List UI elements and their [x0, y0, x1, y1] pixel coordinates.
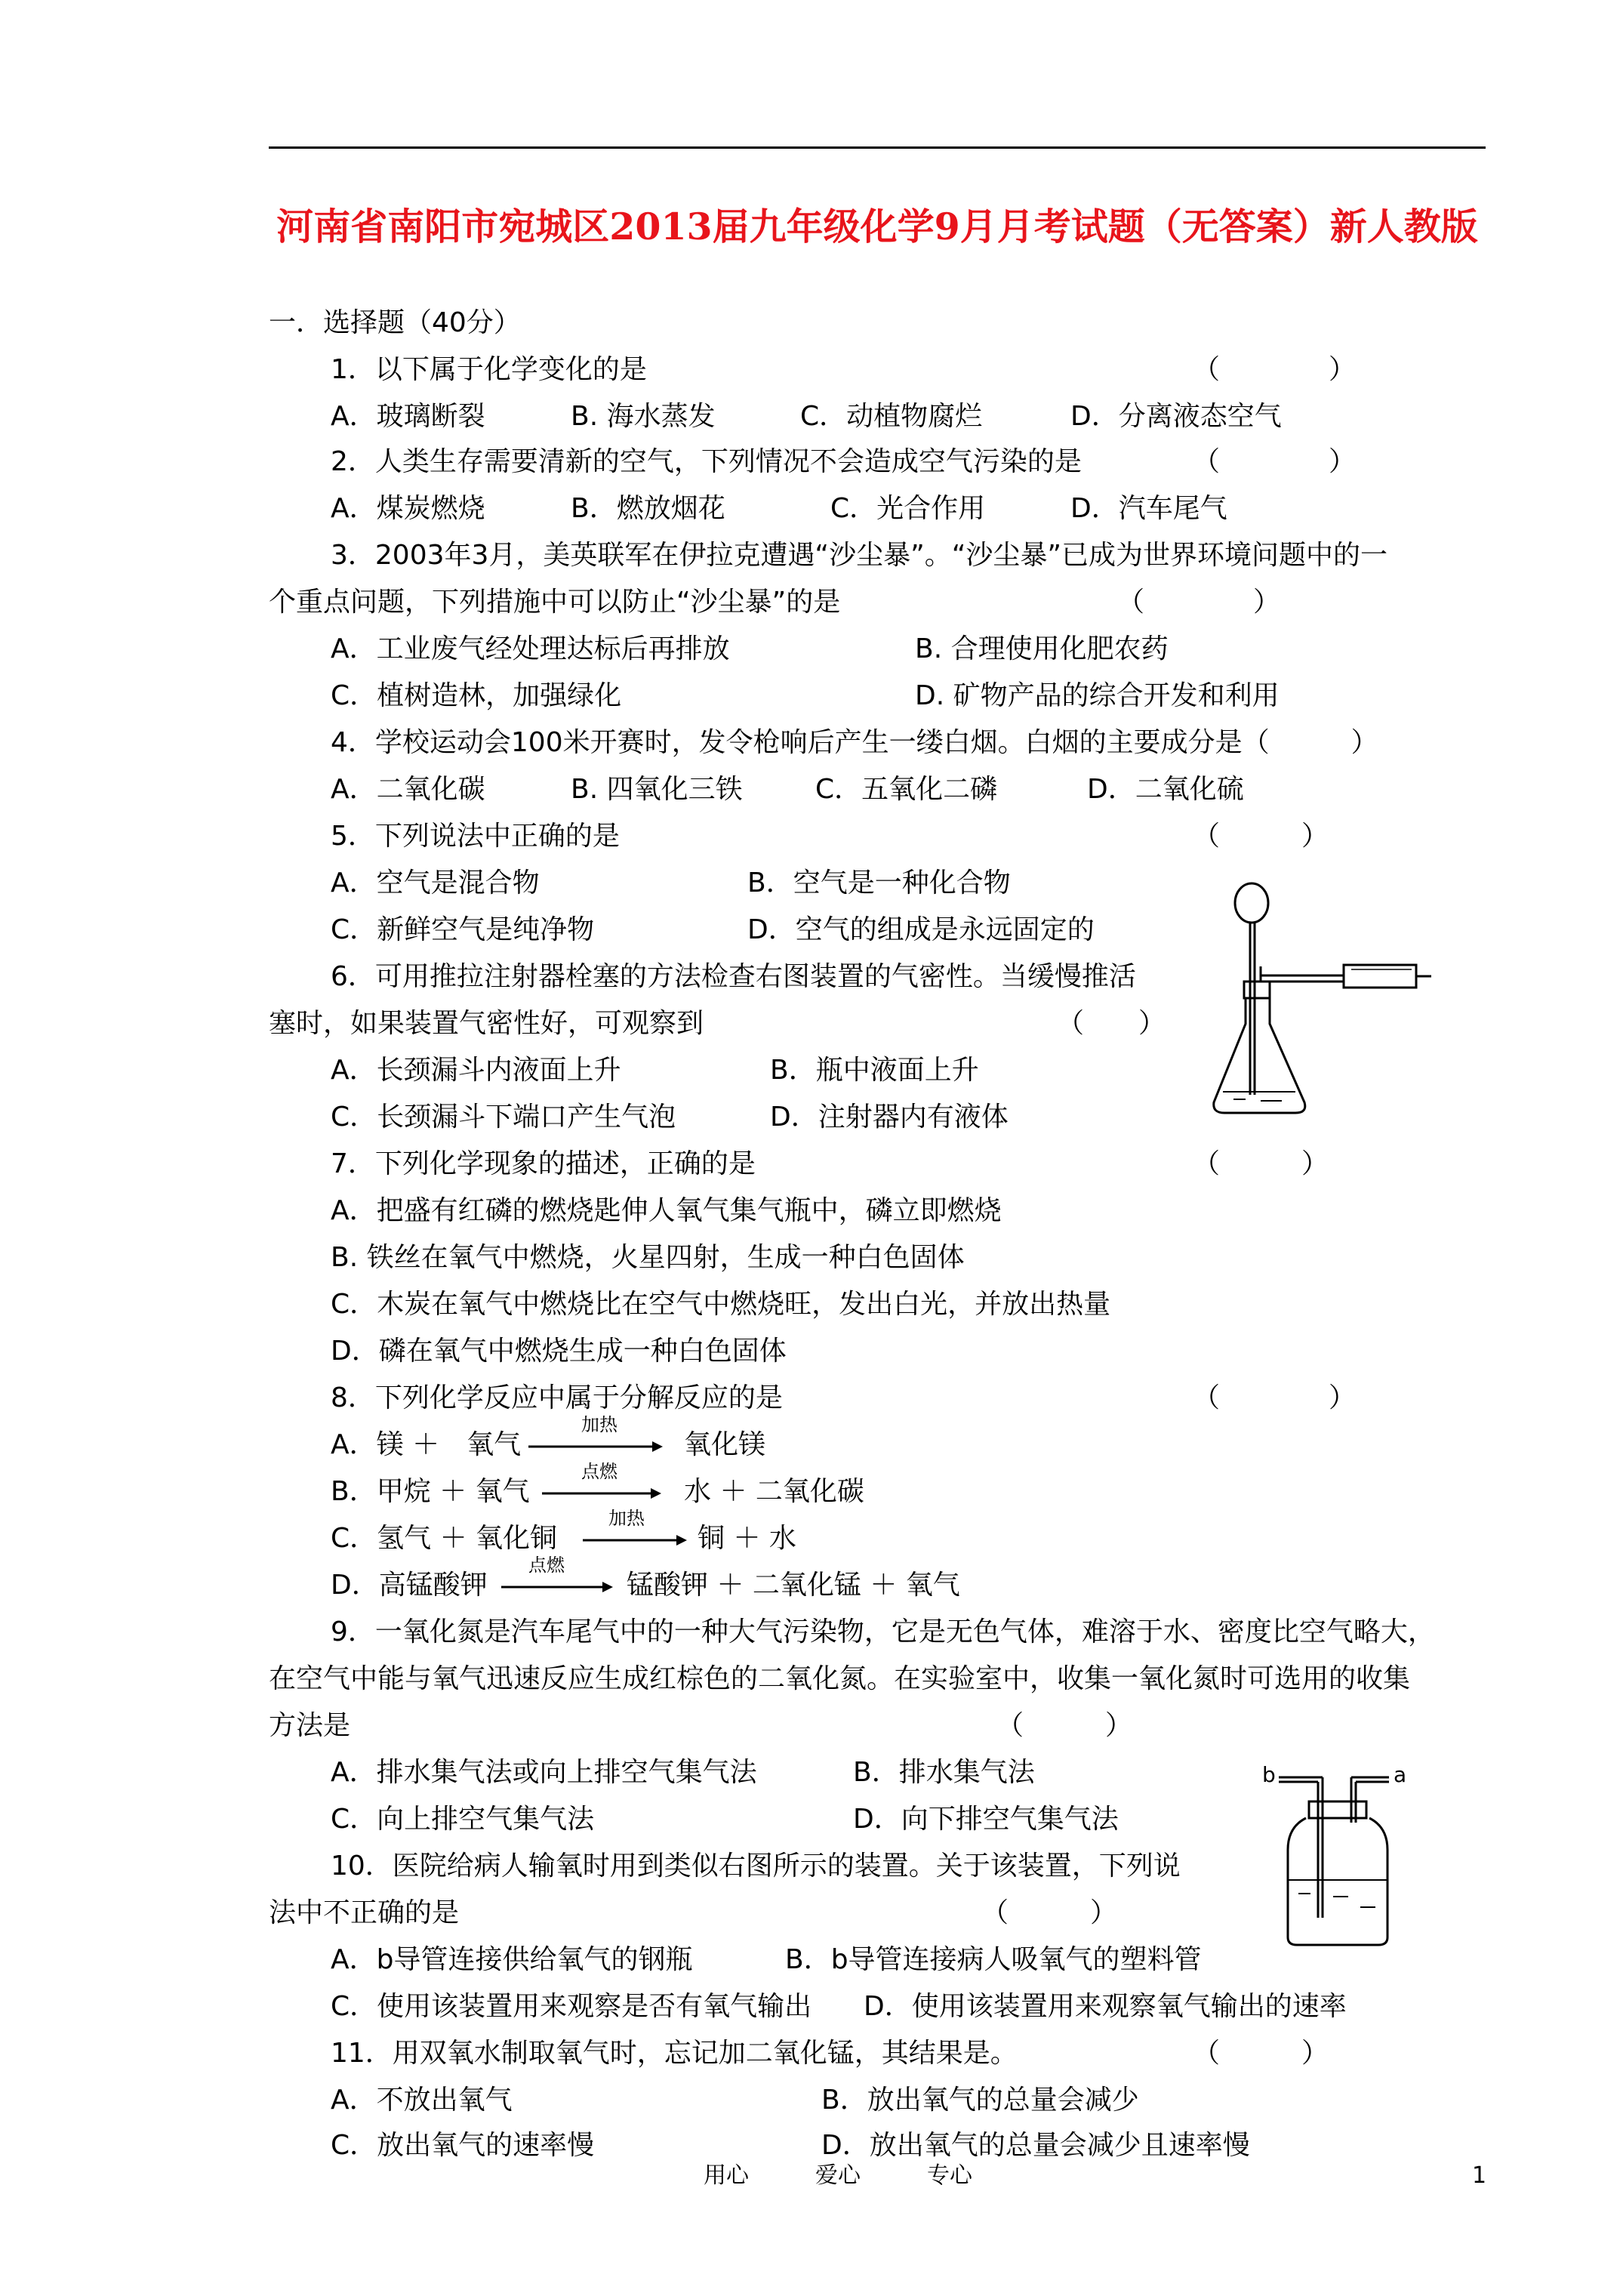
q10-option-a: A．b导管连接供给氧气的钢瓶 — [331, 1944, 693, 1975]
q10-stem-line2: 法中不正确的是 — [269, 1897, 460, 1928]
q8-option-d-arrow — [501, 1581, 614, 1593]
q7-stem: 7．下列化学现象的描述，正确的是 — [331, 1148, 756, 1179]
q2-option-d: D．汽车尾气 — [1070, 493, 1227, 524]
q7-option-c: C．木炭在氧气中燃烧比在空气中燃烧旺，发出白光，并放出热量 — [331, 1289, 1111, 1320]
q6-option-d: D．注射器内有液体 — [770, 1102, 1009, 1133]
q8-option-c-condition: 加热 — [608, 1508, 645, 1529]
q11-option-d: D．放出氧气的总量会减少且速率慢 — [821, 2130, 1250, 2161]
q5-stem: 5．下列说法中正确的是 — [331, 821, 620, 852]
q8-option-d-products: 锰酸钾 ＋ 二氧化锰 ＋ 氧气 — [627, 1570, 960, 1601]
q11-stem: 11．用双氧水制取氧气时，忘记加二氧化锰，其结果是。 — [331, 2038, 1018, 2069]
q9-option-a: A．排水集气法或向上排空气集气法 — [331, 1757, 757, 1788]
q8-option-a-reactants: A．镁 ＋ 氧气 — [331, 1429, 522, 1460]
q4-option-a: A．二氧化碳 — [331, 774, 485, 805]
q9-answer-bracket: （ ） — [996, 1710, 1133, 1741]
q7-option-d: D．磷在氧气中燃烧生成一种白色固体 — [331, 1336, 787, 1367]
q1-option-c: C．动植物腐烂 — [800, 401, 983, 432]
q4-option-b: B. 四氧化三铁 — [571, 774, 743, 805]
q6-option-a: A．长颈漏斗内液面上升 — [331, 1055, 621, 1086]
q8-option-c-arrow — [583, 1534, 688, 1546]
q8-answer-bracket: （ ） — [1193, 1382, 1357, 1413]
q5-option-d: D．空气的组成是永远固定的 — [747, 914, 1095, 945]
q1-answer-bracket: （ ） — [1193, 354, 1357, 385]
q3-option-c: C．植树造林，加强绿化 — [331, 680, 622, 711]
q8-option-a-arrow — [528, 1441, 664, 1453]
q9-option-c: C．向上排空气集气法 — [331, 1804, 595, 1835]
q2-option-c: C．光合作用 — [830, 493, 986, 524]
q5-answer-bracket: （ ） — [1193, 821, 1329, 852]
q8-option-b-condition: 点燃 — [581, 1461, 617, 1482]
q2-stem: 2．人类生存需要清新的空气，下列情况不会造成空气污染的是 — [331, 446, 1082, 477]
q9-option-d: D．向下排空气集气法 — [853, 1804, 1119, 1835]
q8-stem: 8．下列化学反应中属于分解反应的是 — [331, 1382, 783, 1413]
q10-stem-line1: 10．医院给病人输氧时用到类似右图所示的装置。关于该装置，下列说 — [331, 1851, 1181, 1881]
q9-stem-line1: 9．一氧化氮是汽车尾气中的一种大气污染物，它是无色气体，难溶于水、密度比空气略大， — [331, 1616, 1435, 1647]
q1-option-d: D．分离液态空气 — [1070, 401, 1282, 432]
q5-option-b: B．空气是一种化合物 — [747, 868, 1011, 898]
q5-option-c: C．新鲜空气是纯净物 — [331, 914, 595, 945]
q9-stem-line3: 方法是 — [269, 1710, 351, 1741]
q6-option-b: B．瓶中液面上升 — [770, 1055, 979, 1086]
q3-option-d: D. 矿物产品的综合开发和利用 — [915, 680, 1280, 711]
q6-option-c: C．长颈漏斗下端口产生气泡 — [331, 1102, 676, 1133]
q7-option-b: B. 铁丝在氧气中燃烧，火星四射，生成一种白色固体 — [331, 1242, 965, 1273]
q3-answer-bracket: （ ） — [1117, 587, 1281, 618]
page-title: 河南省南阳市宛城区2013届九年级化学9月月考试题（无答案）新人教版 — [276, 205, 1478, 248]
q2-option-a: A．煤炭燃烧 — [331, 493, 485, 524]
q10-answer-bracket: （ ） — [981, 1897, 1118, 1928]
q3-option-b: B. 合理使用化肥农药 — [915, 633, 1169, 664]
q8-option-b-products: 水 ＋ 二氧化碳 — [684, 1476, 864, 1507]
q7-answer-bracket: （ ） — [1193, 1148, 1329, 1179]
q8-option-b-arrow — [542, 1487, 663, 1499]
q4-stem: 4．学校运动会100米开赛时，发令枪响后产生一缕白烟。白烟的主要成分是（ ） — [331, 727, 1378, 758]
q10-option-b: B．b导管连接病人吸氧气的塑料管 — [785, 1944, 1202, 1975]
figure-label-b: b — [1262, 1762, 1276, 1787]
q8-option-b-reactants: B．甲烷 ＋ 氧气 — [331, 1476, 530, 1507]
q9-stem-line2: 在空气中能与氧气迅速反应生成红棕色的二氧化氮。在实验室中，收集一氧化氮时可选用的收集 — [269, 1663, 1411, 1694]
q3-stem-line2: 个重点问题，下列措施中可以防止“沙尘暴”的是 — [269, 587, 841, 618]
q1-option-a: A．玻璃断裂 — [331, 401, 485, 432]
footer-motto-3: 专心 — [927, 2162, 972, 2189]
header-rule — [269, 146, 1486, 149]
q8-option-a-condition: 加热 — [581, 1414, 617, 1435]
q10-option-c: C．使用该装置用来观察是否有氧气输出 — [331, 1991, 812, 2022]
footer-motto-2: 爱心 — [815, 2162, 861, 2189]
section-heading: 一．选择题（40分） — [269, 307, 521, 338]
q8-option-d-condition: 点燃 — [528, 1555, 565, 1576]
q8-option-c-products: 铜 ＋ 水 — [698, 1523, 796, 1554]
q6-answer-bracket: （ ） — [1057, 1008, 1166, 1039]
q10-option-d: D．使用该装置用来观察氧气输出的速率 — [864, 1991, 1347, 2022]
q9-option-b: B．排水集气法 — [853, 1757, 1035, 1788]
q7-option-a: A．把盛有红磷的燃烧匙伸人氧气集气瓶中，磷立即燃烧 — [331, 1195, 1002, 1226]
q8-option-c-reactants: C．氢气 ＋ 氧化铜 — [331, 1523, 558, 1554]
q1-option-b: B. 海水蒸发 — [571, 401, 716, 432]
q4-option-d: D．二氧化硫 — [1087, 774, 1244, 805]
q1-stem: 1．以下属于化学变化的是 — [331, 354, 647, 385]
footer-motto-1: 用心 — [704, 2162, 749, 2189]
q11-option-a: A．不放出氧气 — [331, 2085, 513, 2116]
q4-option-c: C．五氧化二磷 — [815, 774, 998, 805]
oxygen-humidifier-bottle-figure — [1276, 1767, 1404, 1948]
gas-tightness-apparatus-figure — [1208, 876, 1434, 1117]
q11-option-c: C．放出氧气的速率慢 — [331, 2130, 595, 2161]
q8-option-a-products: 氧化镁 — [684, 1429, 766, 1460]
q2-option-b: B．燃放烟花 — [571, 493, 725, 524]
q6-stem-line1: 6．可用推拉注射器栓塞的方法检查右图装置的气密性。当缓慢推活 — [331, 961, 1136, 992]
q2-answer-bracket: （ ） — [1193, 446, 1357, 477]
q6-stem-line2: 塞时，如果装置气密性好，可观察到 — [269, 1008, 704, 1039]
q3-stem-line1: 3．2003年3月，美英联军在伊拉克遭遇“沙尘暴”。“沙尘暴”已成为世界环境问题中的一 — [331, 540, 1388, 571]
q11-answer-bracket: （ ） — [1193, 2038, 1329, 2069]
page-number: 1 — [1472, 2162, 1487, 2189]
q11-option-b: B．放出氧气的总量会减少 — [821, 2085, 1139, 2116]
q3-option-a: A．工业废气经处理达标后再排放 — [331, 633, 730, 664]
q8-option-d-reactants: D．高锰酸钾 — [331, 1570, 488, 1601]
q5-option-a: A．空气是混合物 — [331, 868, 540, 898]
figure-label-a: a — [1394, 1762, 1407, 1787]
